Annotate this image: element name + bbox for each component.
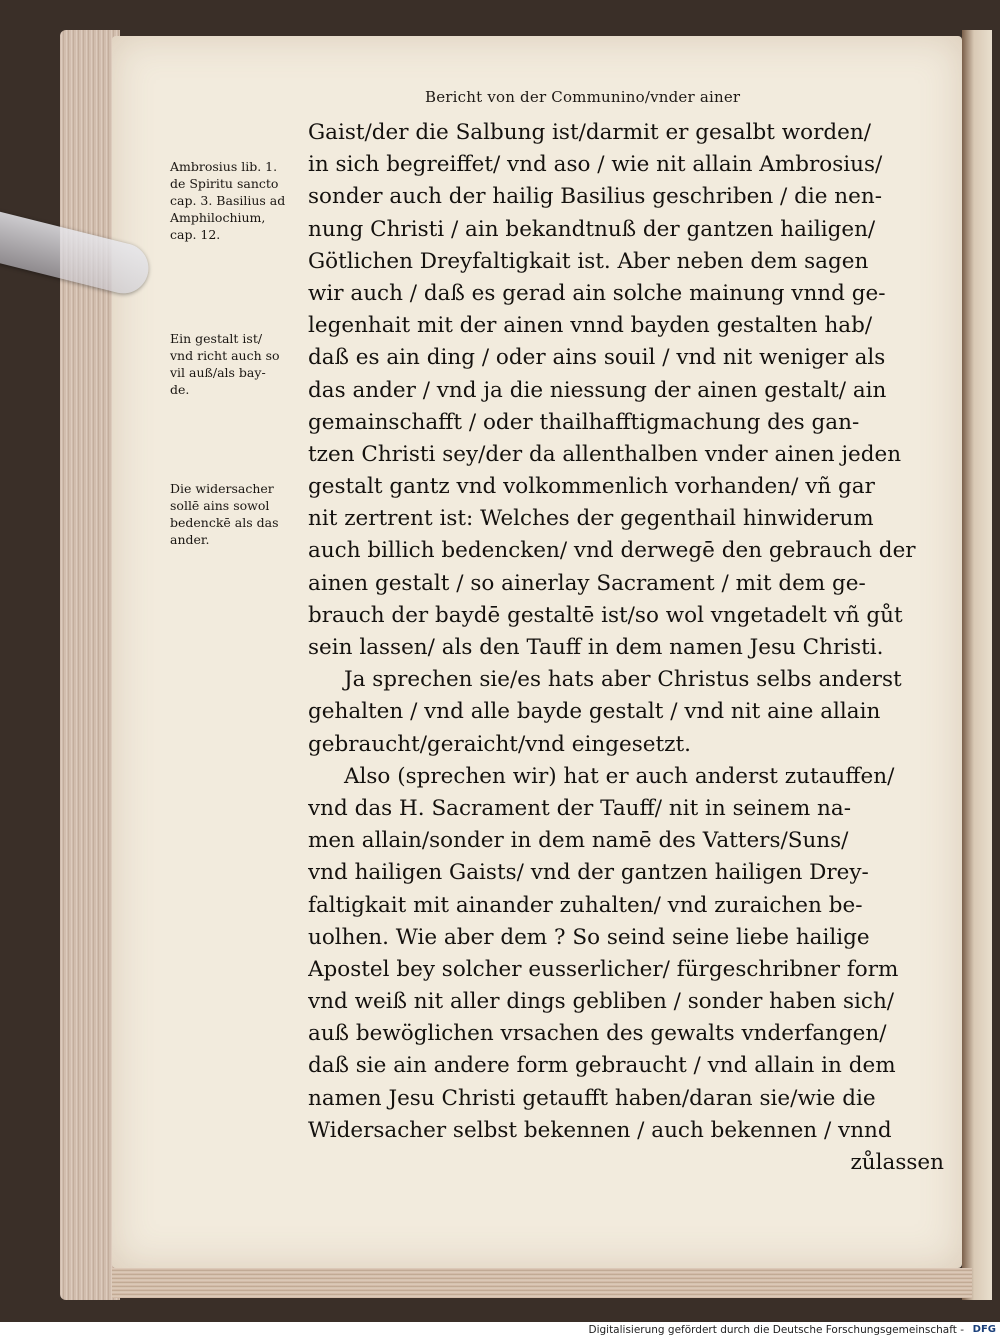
text-line: Apostel bey solcher eusserlicher/ fürgeschribner form [308,956,899,982]
marginal-line: cap. 3. Basilius ad [170,193,286,208]
text-line: namen Jesu Christi getaufft haben/daran sie/wie die [308,1085,876,1111]
footer-bar [0,1322,1000,1339]
text-line: Gaist/der die Salbung ist/darmit er gesalbt worden/ [308,120,871,145]
text-line: daß es ain ding / oder ains souil / vnd nit weniger als [308,345,886,371]
text-line: nung Christi / ain bekandtnuß der gantzen hailigen/ [308,216,876,242]
text-line: tzen Christi sey/der da allenthalben vnder ainen jeden [308,441,902,467]
marginal-note-ambrosius [170,158,310,243]
text-line: gehalten / vnd alle bayde gestalt / vnd nit aine allain [308,699,881,725]
text-line: nit zertrent ist: Welches der gegenthail hinwiderum [308,506,874,532]
marginal-line: bedenckē als das [170,515,279,530]
marginal-line: Amphilochium, [170,210,266,225]
body-text [308,117,944,1179]
marginal-line: Ein gestalt ist/ [170,331,263,346]
marginal-line: Die widersacher [170,481,274,496]
marginal-line: de. [170,382,190,397]
catchword: zůlassen [850,1150,944,1175]
marginal-note-widersacher [170,480,310,548]
text-line: vnd hailigen Gaists/ vnd der gantzen hailigen Drey- [308,860,869,886]
text-line: gemainschafft / oder thailhafftigmachung des gan- [308,409,860,435]
text-line: vnd das H. Sacrament der Tauff/ nit in seinem na- [308,795,851,821]
page-bottom-edge [112,1268,972,1298]
text-line: uolhen. Wie aber dem ? So seind seine liebe hailige [308,924,870,950]
marginal-line: de Spiritu sancto [170,176,279,191]
facing-page-edge [962,30,992,1300]
text-line: gestalt gantz vnd volkommenlich vorhanden/ vñ gar [308,474,875,500]
marginal-note-ein-gestalt [170,330,310,398]
text-line: Also (sprechen wir) hat er auch anderst zutauffen/ [344,763,895,789]
marginal-line: vil auß/als bay- [170,365,266,380]
text-line: auch billich bedencken/ vnd derwegē den gebrauch der [308,538,916,564]
text-line: brauch der baydē gestaltē ist/so wol vngetadelt vñ gůt [308,602,903,628]
page-edges [60,30,120,1300]
marginal-line: sollē ains sowol [170,498,270,513]
text-line: Widersacher selbst bekennen / auch bekennen / vnnd [308,1117,892,1143]
text-line: men allain/sonder in dem namē des Vatters/Suns/ [308,828,849,854]
text-line: faltigkait mit ainander zuhalten/ vnd zuraichen be- [308,892,863,918]
text-line: ainen gestalt / so ainerlay Sacrament / mit dem ge- [308,570,866,596]
text-line: Ja sprechen sie/es hats aber Christus selbs anderst [344,667,902,693]
marginal-line: Ambrosius lib. 1. [170,159,278,174]
text-line: auß bewöglichen vrsachen des gewalts vnderfangen/ [308,1021,887,1047]
text-line: sonder auch der hailig Basilius geschriben / die nen- [308,184,882,210]
marginal-line: ander. [170,532,210,547]
text-line: wir auch / daß es gerad ain solche mainung vnnd ge- [308,280,886,306]
text-line: gebraucht/geraicht/vnd eingesetzt. [308,731,691,757]
marginal-line: cap. 12. [170,227,221,242]
text-line: daß sie ain andere form gebraucht / vnd allain in dem [308,1053,896,1079]
dfg-logo: DFG [972,1324,996,1335]
text-line: Götlichen Dreyfaltigkait ist. Aber neben dem sagen [308,248,869,274]
footer-credit: Digitalisierung gefördert durch die Deutsche Forschungsgemeinschaft - [588,1324,964,1336]
text-line: legenhait mit der ainen vnnd bayden gestalten hab/ [308,313,873,339]
running-head: Bericht von der Communino/vnder ainer [425,88,741,106]
text-line: sein lassen/ als den Tauff in dem namen Jesu Christi. [308,635,884,660]
text-line: vnd weiß nit aller dings gebliben / sonder haben sich/ [308,989,895,1015]
marginal-line: vnd richt auch so [170,348,280,363]
text-line: das ander / vnd ja die niessung der ainen gestalt/ ain [308,377,887,403]
text-line: in sich begreiffet/ vnd aso / wie nit allain Ambrosius/ [308,152,883,178]
